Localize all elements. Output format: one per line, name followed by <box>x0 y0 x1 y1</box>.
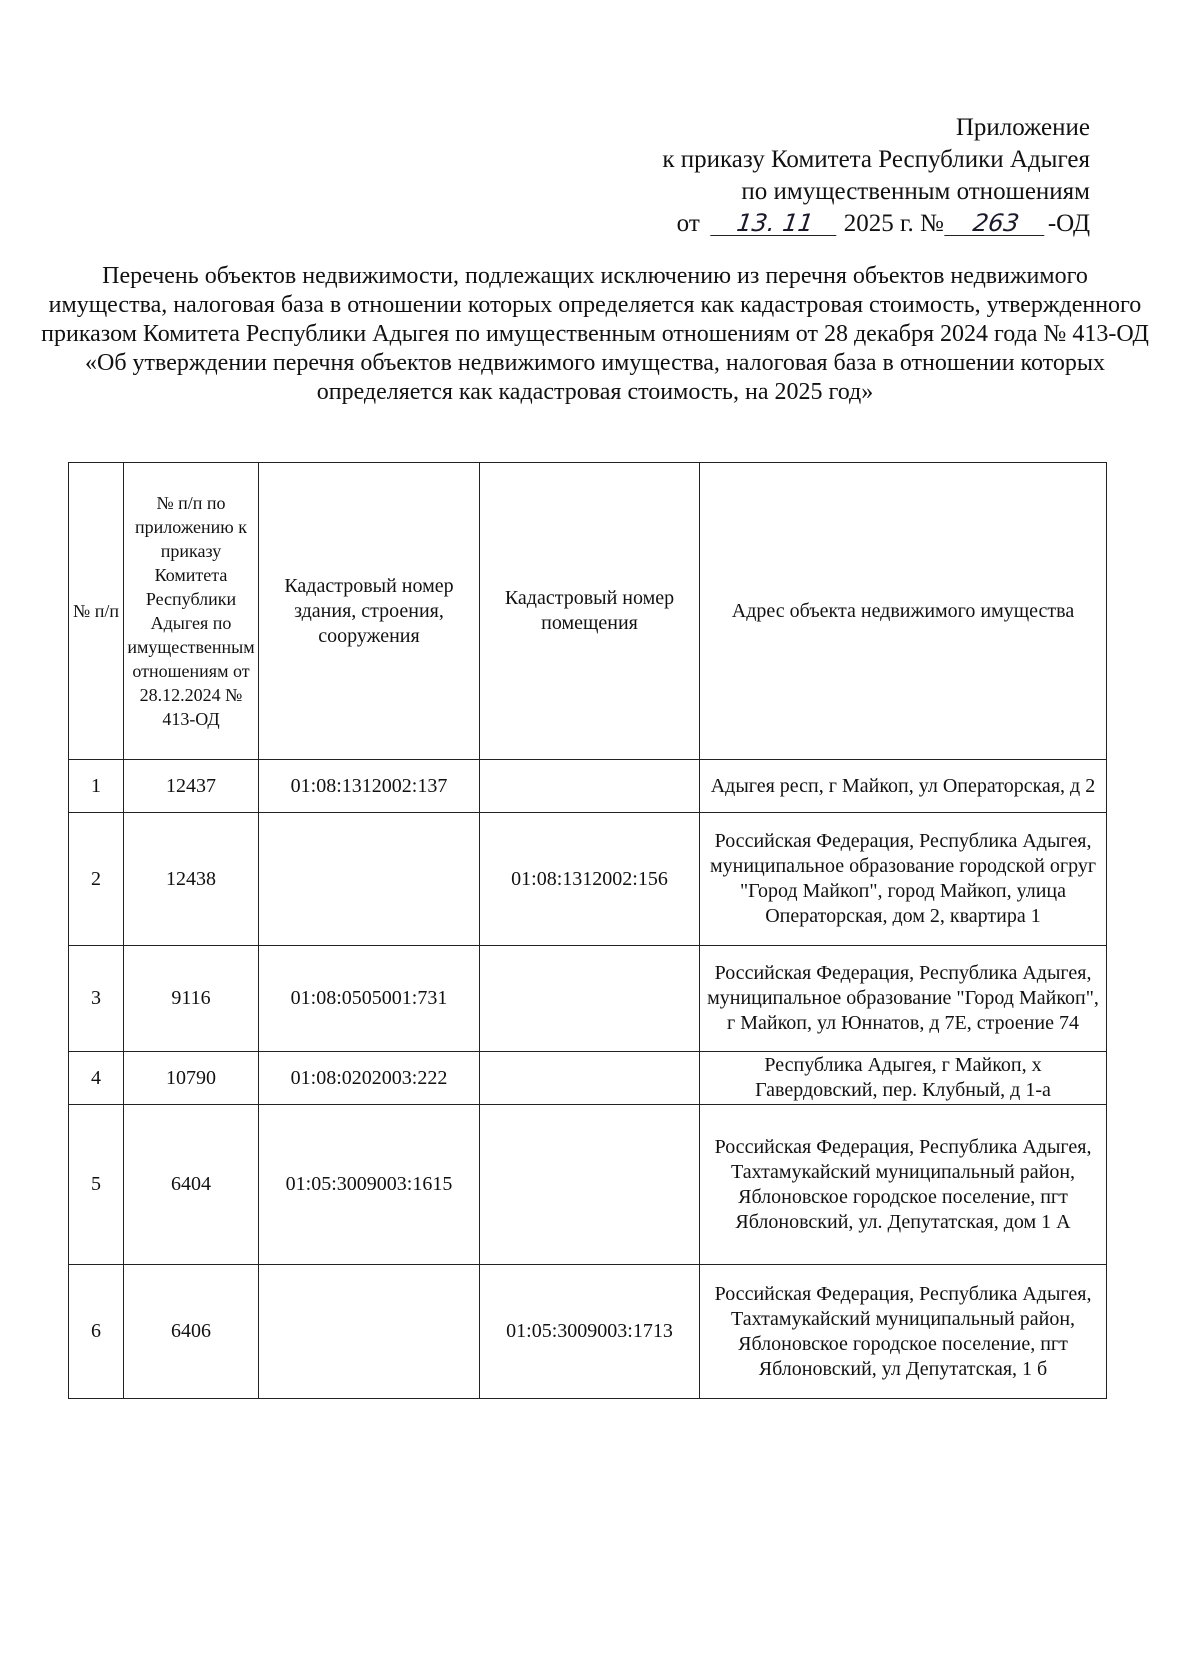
appendix-label: Приложение <box>955 114 1090 141</box>
year-text: 2025 г. № <box>843 210 944 237</box>
cell-ref: 9116 <box>124 946 259 1052</box>
cell-num: 4 <box>69 1052 124 1105</box>
cell-num: 2 <box>69 813 124 946</box>
cell-room <box>480 1052 700 1105</box>
table-row <box>69 760 1107 813</box>
document-title: Перечень объектов недвижимости, подлежащих исключению из перечня объектов недвижимого имущества, налоговая база в отношении которых определяется как кадастровая стоимость, утвержденного приказом Комитета Республики Адыгея по имущественным отношениям от 28 декабря 2024 года № 413-ОД «Об утверждении перечня объектов недвижимого имущества, налоговая база в отношении которых определяется как кадастровая стоимость, на 2025 год» <box>41 263 1149 405</box>
cell-ref: 6406 <box>124 1265 259 1399</box>
cell-num: 5 <box>69 1105 124 1265</box>
cell-ref: 6404 <box>124 1105 259 1265</box>
cell-building <box>259 1265 480 1399</box>
cell-ref: 12437 <box>124 760 259 813</box>
order-date-line <box>662 208 1090 240</box>
cell-address: Российская Федерация, Республика Адыгея, муниципальное образование городской огруг "Город Майкоп", город Майкоп, улица Операторская, дом 2, квартира 1 <box>700 813 1107 946</box>
cell-building <box>259 813 480 946</box>
date-prefix: от <box>676 210 700 237</box>
cell-building: 01:08:1312002:137 <box>259 760 480 813</box>
col-header-building-cadastral: Кадастровый номер здания, строения, сооружения <box>259 463 480 760</box>
cell-room <box>480 1105 700 1265</box>
cell-room <box>480 946 700 1052</box>
table-row <box>69 1105 1107 1265</box>
cell-building: 01:05:3009003:1615 <box>259 1105 480 1265</box>
order-number-suffix: -ОД <box>1047 210 1090 237</box>
table-row <box>69 1265 1107 1399</box>
col-header-num: № п/п <box>69 463 124 760</box>
table-row <box>69 946 1107 1052</box>
order-reference: к приказу Комитета Республики Адыгея <box>662 146 1090 173</box>
col-header-room-cadastral: Кадастровый номер помещения <box>480 463 700 760</box>
committee-name: по имущественным отношениям <box>741 178 1090 205</box>
cell-building: 01:08:0202003:222 <box>259 1052 480 1105</box>
table-row <box>69 813 1107 946</box>
cell-num: 6 <box>69 1265 124 1399</box>
handwritten-order-number: 263 <box>944 211 1048 236</box>
cell-address: Российская Федерация, Республика Адыгея, Тахтамукайский муниципальный район, Яблоновское городское поселение, пгт Яблоновский, ул. Депутатская, дом 1 А <box>700 1105 1107 1265</box>
cell-ref: 10790 <box>124 1052 259 1105</box>
appendix-header <box>662 112 1090 240</box>
cell-room: 01:05:3009003:1713 <box>480 1265 700 1399</box>
cell-num: 1 <box>69 760 124 813</box>
cell-building: 01:08:0505001:731 <box>259 946 480 1052</box>
col-header-address: Адрес объекта недвижимого имущества <box>700 463 1107 760</box>
table-row <box>69 1052 1107 1105</box>
property-table <box>68 462 1107 1399</box>
cell-room: 01:08:1312002:156 <box>480 813 700 946</box>
table-header-row <box>69 463 1107 760</box>
col-header-appendix-ref: № п/п по приложению к приказу Комитета Республики Адыгея по имущественным отношениям от 28.12.2024 № 413-ОД <box>124 463 259 760</box>
cell-room <box>480 760 700 813</box>
cell-ref: 12438 <box>124 813 259 946</box>
cell-address: Российская Федерация, Республика Адыгея, Тахтамукайский муниципальный район, Яблоновское городское поселение, пгт Яблоновский, ул Депутатская, 1 б <box>700 1265 1107 1399</box>
handwritten-date: 13. 11 <box>710 211 840 236</box>
cell-address: Адыгея респ, г Майкоп, ул Операторская, д 2 <box>700 760 1107 813</box>
cell-num: 3 <box>69 946 124 1052</box>
cell-address: Российская Федерация, Республика Адыгея, муниципальное образование "Город Майкоп", г Майкоп, ул Юннатов, д 7Е, строение 74 <box>700 946 1107 1052</box>
cell-address: Республика Адыгея, г Майкоп, х Гавердовский, пер. Клубный, д 1-а <box>700 1052 1107 1105</box>
